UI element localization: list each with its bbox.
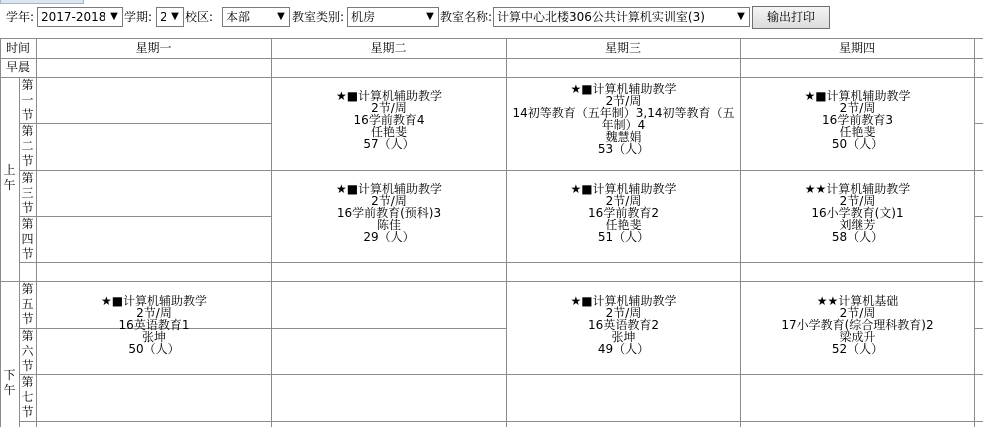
course-wed-56[interactable]	[507, 295, 740, 355]
course-class: 16学前教育3	[822, 113, 893, 127]
course-frequency: 2节/周	[136, 306, 172, 320]
course-class: 14初等教育（五年制）3,14初等教育（五年制）4	[512, 106, 735, 132]
course-frequency: 2节/周	[371, 194, 407, 208]
course-thu-34[interactable]	[741, 183, 974, 243]
period-3-label: 第 三 节	[21, 171, 34, 215]
course-class: 16英语教育1	[118, 318, 190, 332]
course-wed-12[interactable]	[507, 83, 740, 155]
day-header-wed: 星期三	[604, 41, 641, 55]
course-teacher: 张坤	[611, 330, 636, 344]
period-7-label: 第 七 节	[21, 375, 34, 419]
course-frequency: 2节/周	[605, 306, 642, 320]
course-name: ★■计算机辅助教学	[570, 182, 677, 196]
chevron-down-icon: ▼	[421, 8, 438, 26]
course-class: 16学前教育(预科)3	[336, 206, 442, 220]
course-count: 50（人）	[128, 342, 180, 356]
course-teacher: 任艳斐	[370, 125, 407, 139]
chevron-down-icon: ▼	[272, 8, 289, 26]
period-5-label: 第 五 节	[21, 282, 34, 326]
course-thu-12[interactable]	[741, 90, 974, 150]
day-header-thu: 星期四	[838, 41, 875, 55]
course-name: ★■计算机辅助教学	[804, 89, 911, 103]
course-teacher: 刘继芳	[839, 218, 876, 232]
course-name: ★■计算机辅助教学	[335, 89, 443, 103]
year-select[interactable]	[37, 7, 123, 27]
course-frequency: 2节/周	[605, 194, 642, 208]
campus-select[interactable]	[222, 7, 290, 27]
chevron-down-icon: ▼	[166, 8, 183, 26]
course-teacher: 任艳斐	[605, 218, 642, 232]
pm-label: 下 午	[3, 368, 16, 397]
day-header-mon: 星期一	[135, 41, 172, 55]
filter-toolbar	[0, 5, 983, 31]
course-teacher: 魏慧娟	[605, 130, 642, 144]
course-count: 49（人）	[597, 342, 650, 356]
campus-select-value: 本部	[226, 10, 251, 24]
course-name: ★■计算机辅助教学	[570, 82, 677, 96]
year-select-value: 2017-2018	[41, 10, 107, 24]
chevron-down-icon: ▼	[732, 8, 749, 26]
course-tue-12[interactable]	[272, 90, 506, 150]
term-select-value: 2	[160, 10, 168, 24]
course-count: 29（人）	[363, 230, 415, 244]
course-name: ★■计算机辅助教学	[100, 294, 208, 308]
period-1-label: 第 一 节	[21, 78, 34, 122]
course-frequency: 2节/周	[839, 194, 876, 208]
course-teacher: 梁成升	[839, 330, 876, 344]
year-label: 学年:	[6, 10, 35, 24]
room-name-select[interactable]	[493, 7, 750, 27]
chevron-down-icon: ▼	[105, 8, 122, 26]
course-frequency: 2节/周	[371, 101, 407, 115]
course-mon-56[interactable]	[37, 295, 271, 355]
term-label: 学期:	[124, 10, 153, 24]
room-name-select-value: 计算中心北楼306公共计算机实训室(3)	[497, 10, 705, 24]
course-frequency: 2节/周	[605, 94, 642, 108]
course-class: 17小学教育(综合理科教育)2	[781, 318, 934, 332]
course-count: 52（人）	[831, 342, 884, 356]
course-class: 16学前教育2	[588, 206, 659, 220]
room-type-select-value: 机房	[351, 10, 376, 24]
period-6-label: 第 六 节	[21, 329, 34, 373]
course-teacher: 张坤	[141, 330, 166, 344]
course-count: 58（人）	[831, 230, 884, 244]
course-class: 16小学教育(文)1	[811, 206, 904, 220]
campus-label: 校区:	[185, 10, 214, 24]
course-name: ★★计算机基础	[816, 294, 899, 308]
course-name: ★★计算机辅助教学	[804, 182, 911, 196]
course-thu-56[interactable]	[741, 295, 974, 355]
course-frequency: 2节/周	[839, 101, 876, 115]
course-count: 57（人）	[363, 137, 415, 151]
room-type-select[interactable]	[347, 7, 439, 27]
course-teacher: 陈佳	[376, 218, 401, 232]
time-header: 时间	[5, 41, 30, 55]
room-name-label: 教室名称:	[440, 10, 493, 24]
course-name: ★■计算机辅助教学	[335, 182, 443, 196]
am-label: 上 午	[3, 163, 16, 192]
course-count: 50（人）	[831, 137, 884, 151]
print-button[interactable]: 输出打印	[752, 6, 830, 29]
course-class: 16学前教育4	[353, 113, 425, 127]
top-tab-strip	[0, 0, 84, 4]
course-name: ★■计算机辅助教学	[570, 294, 677, 308]
course-count: 53（人）	[597, 142, 650, 156]
day-header-tue: 星期二	[370, 41, 407, 55]
period-2-label: 第 二 节	[21, 124, 34, 168]
period-4-label: 第 四 节	[21, 217, 34, 261]
early-morning-label: 早晨	[5, 60, 30, 74]
room-type-label: 教室类别:	[292, 10, 345, 24]
course-class: 16英语教育2	[588, 318, 659, 332]
course-tue-34[interactable]	[272, 183, 506, 243]
course-teacher: 任艳斐	[839, 125, 876, 139]
course-wed-34[interactable]	[507, 183, 740, 243]
course-frequency: 2节/周	[839, 306, 876, 320]
course-count: 51（人）	[597, 230, 650, 244]
term-select[interactable]	[156, 7, 184, 27]
